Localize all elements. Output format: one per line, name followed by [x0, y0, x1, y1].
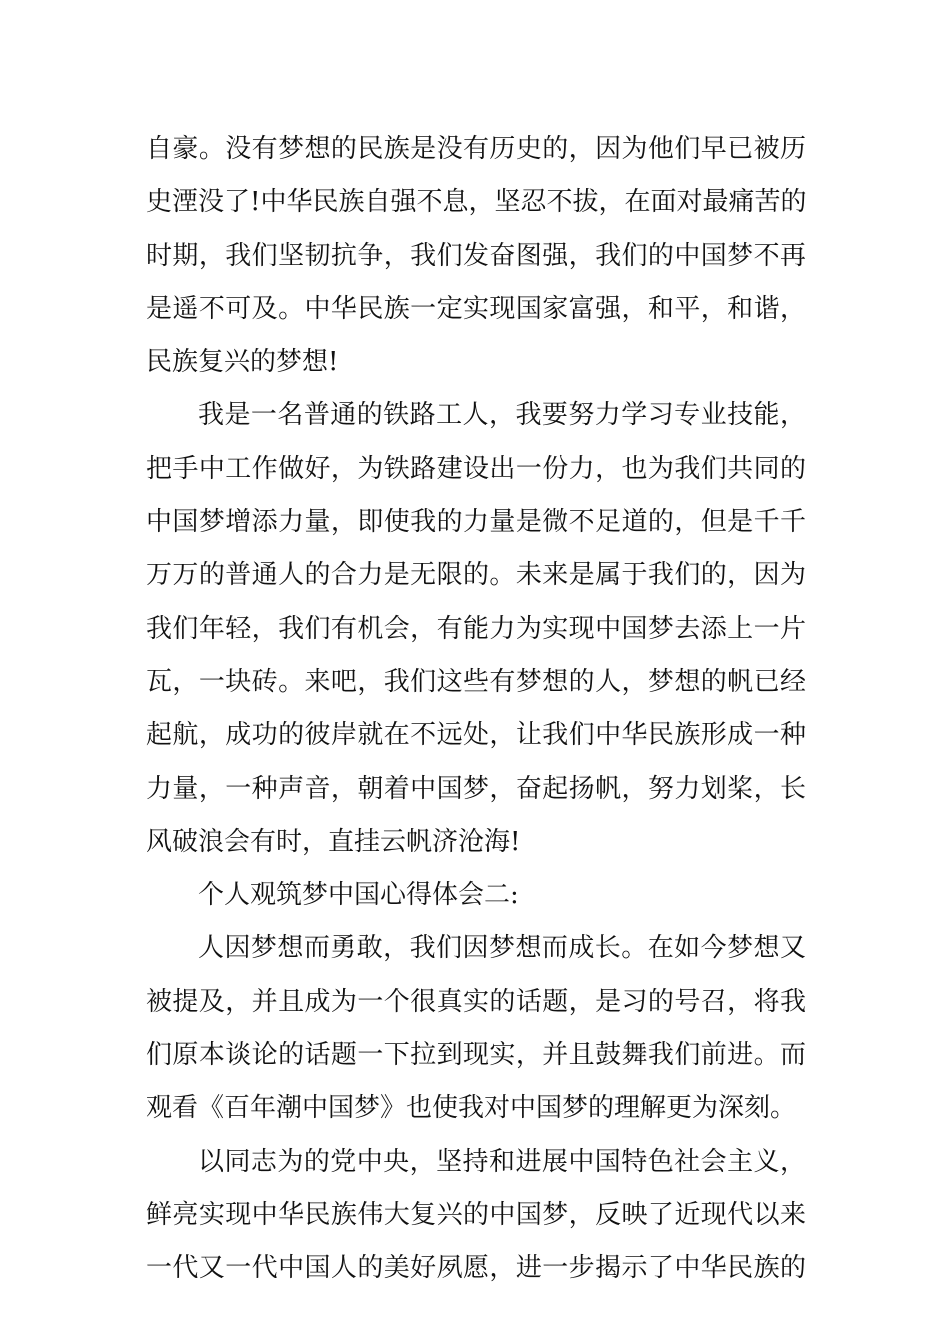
text-line: 力量，一种声音，朝着中国梦，奋起扬帆，努力划桨，长	[146, 773, 806, 804]
text-line: 是遥不可及。中华民族一定实现国家富强，和平，和谐，	[146, 293, 806, 324]
document-body	[146, 123, 806, 1296]
text-line: 史湮没了!中华民族自强不息，坚忍不拔，在面对最痛苦的	[146, 187, 807, 218]
section-heading: 个人观筑梦中国心得体会二:	[198, 880, 519, 911]
text-line: 万万的普通人的合力是无限的。未来是属于我们的，因为	[146, 560, 806, 591]
text-line: 中国梦增添力量，即使我的力量是微不足道的，但是千千	[146, 507, 806, 538]
text-line: 民族复兴的梦想!	[146, 347, 339, 378]
text-line: 把手中工作做好，为铁路建设出一份力，也为我们共同的	[146, 453, 806, 484]
text-line: 起航，成功的彼岸就在不远处，让我们中华民族形成一种	[146, 720, 806, 751]
text-line: 时期，我们坚韧抗争，我们发奋图强，我们的中国梦不再	[146, 240, 806, 271]
text-line: 以同志为的党中央，坚持和进展中国特色社会主义，	[198, 1146, 806, 1177]
text-line: 一代又一代中国人的美好夙愿，进一步揭示了中华民族的	[146, 1253, 806, 1284]
text-line: 被提及，并且成为一个很真实的话题，是习的号召，将我	[146, 986, 806, 1017]
text-line: 我们年轻，我们有机会，有能力为实现中国梦去添上一片	[146, 613, 806, 644]
text-line: 自豪。没有梦想的民族是没有历史的，因为他们早已被历	[146, 134, 806, 164]
text-line: 瓦，一块砖。来吧，我们这些有梦想的人，梦想的帆已经	[146, 666, 806, 697]
text-line: 风破浪会有时，直挂云帆济沧海!	[146, 826, 521, 857]
text-line: 观看《百年潮中国梦》也使我对中国梦的理解更为深刻。	[146, 1093, 797, 1124]
text-line: 鲜亮实现中华民族伟大复兴的中国梦，反映了近现代以来	[146, 1199, 806, 1230]
text-line: 们原本谈论的话题一下拉到现实，并且鼓舞我们前进。而	[146, 1040, 806, 1071]
text-line: 人因梦想而勇敢，我们因梦想而成长。在如今梦想又	[198, 933, 806, 964]
text-line: 我是一名普通的铁路工人，我要努力学习专业技能，	[198, 400, 806, 431]
